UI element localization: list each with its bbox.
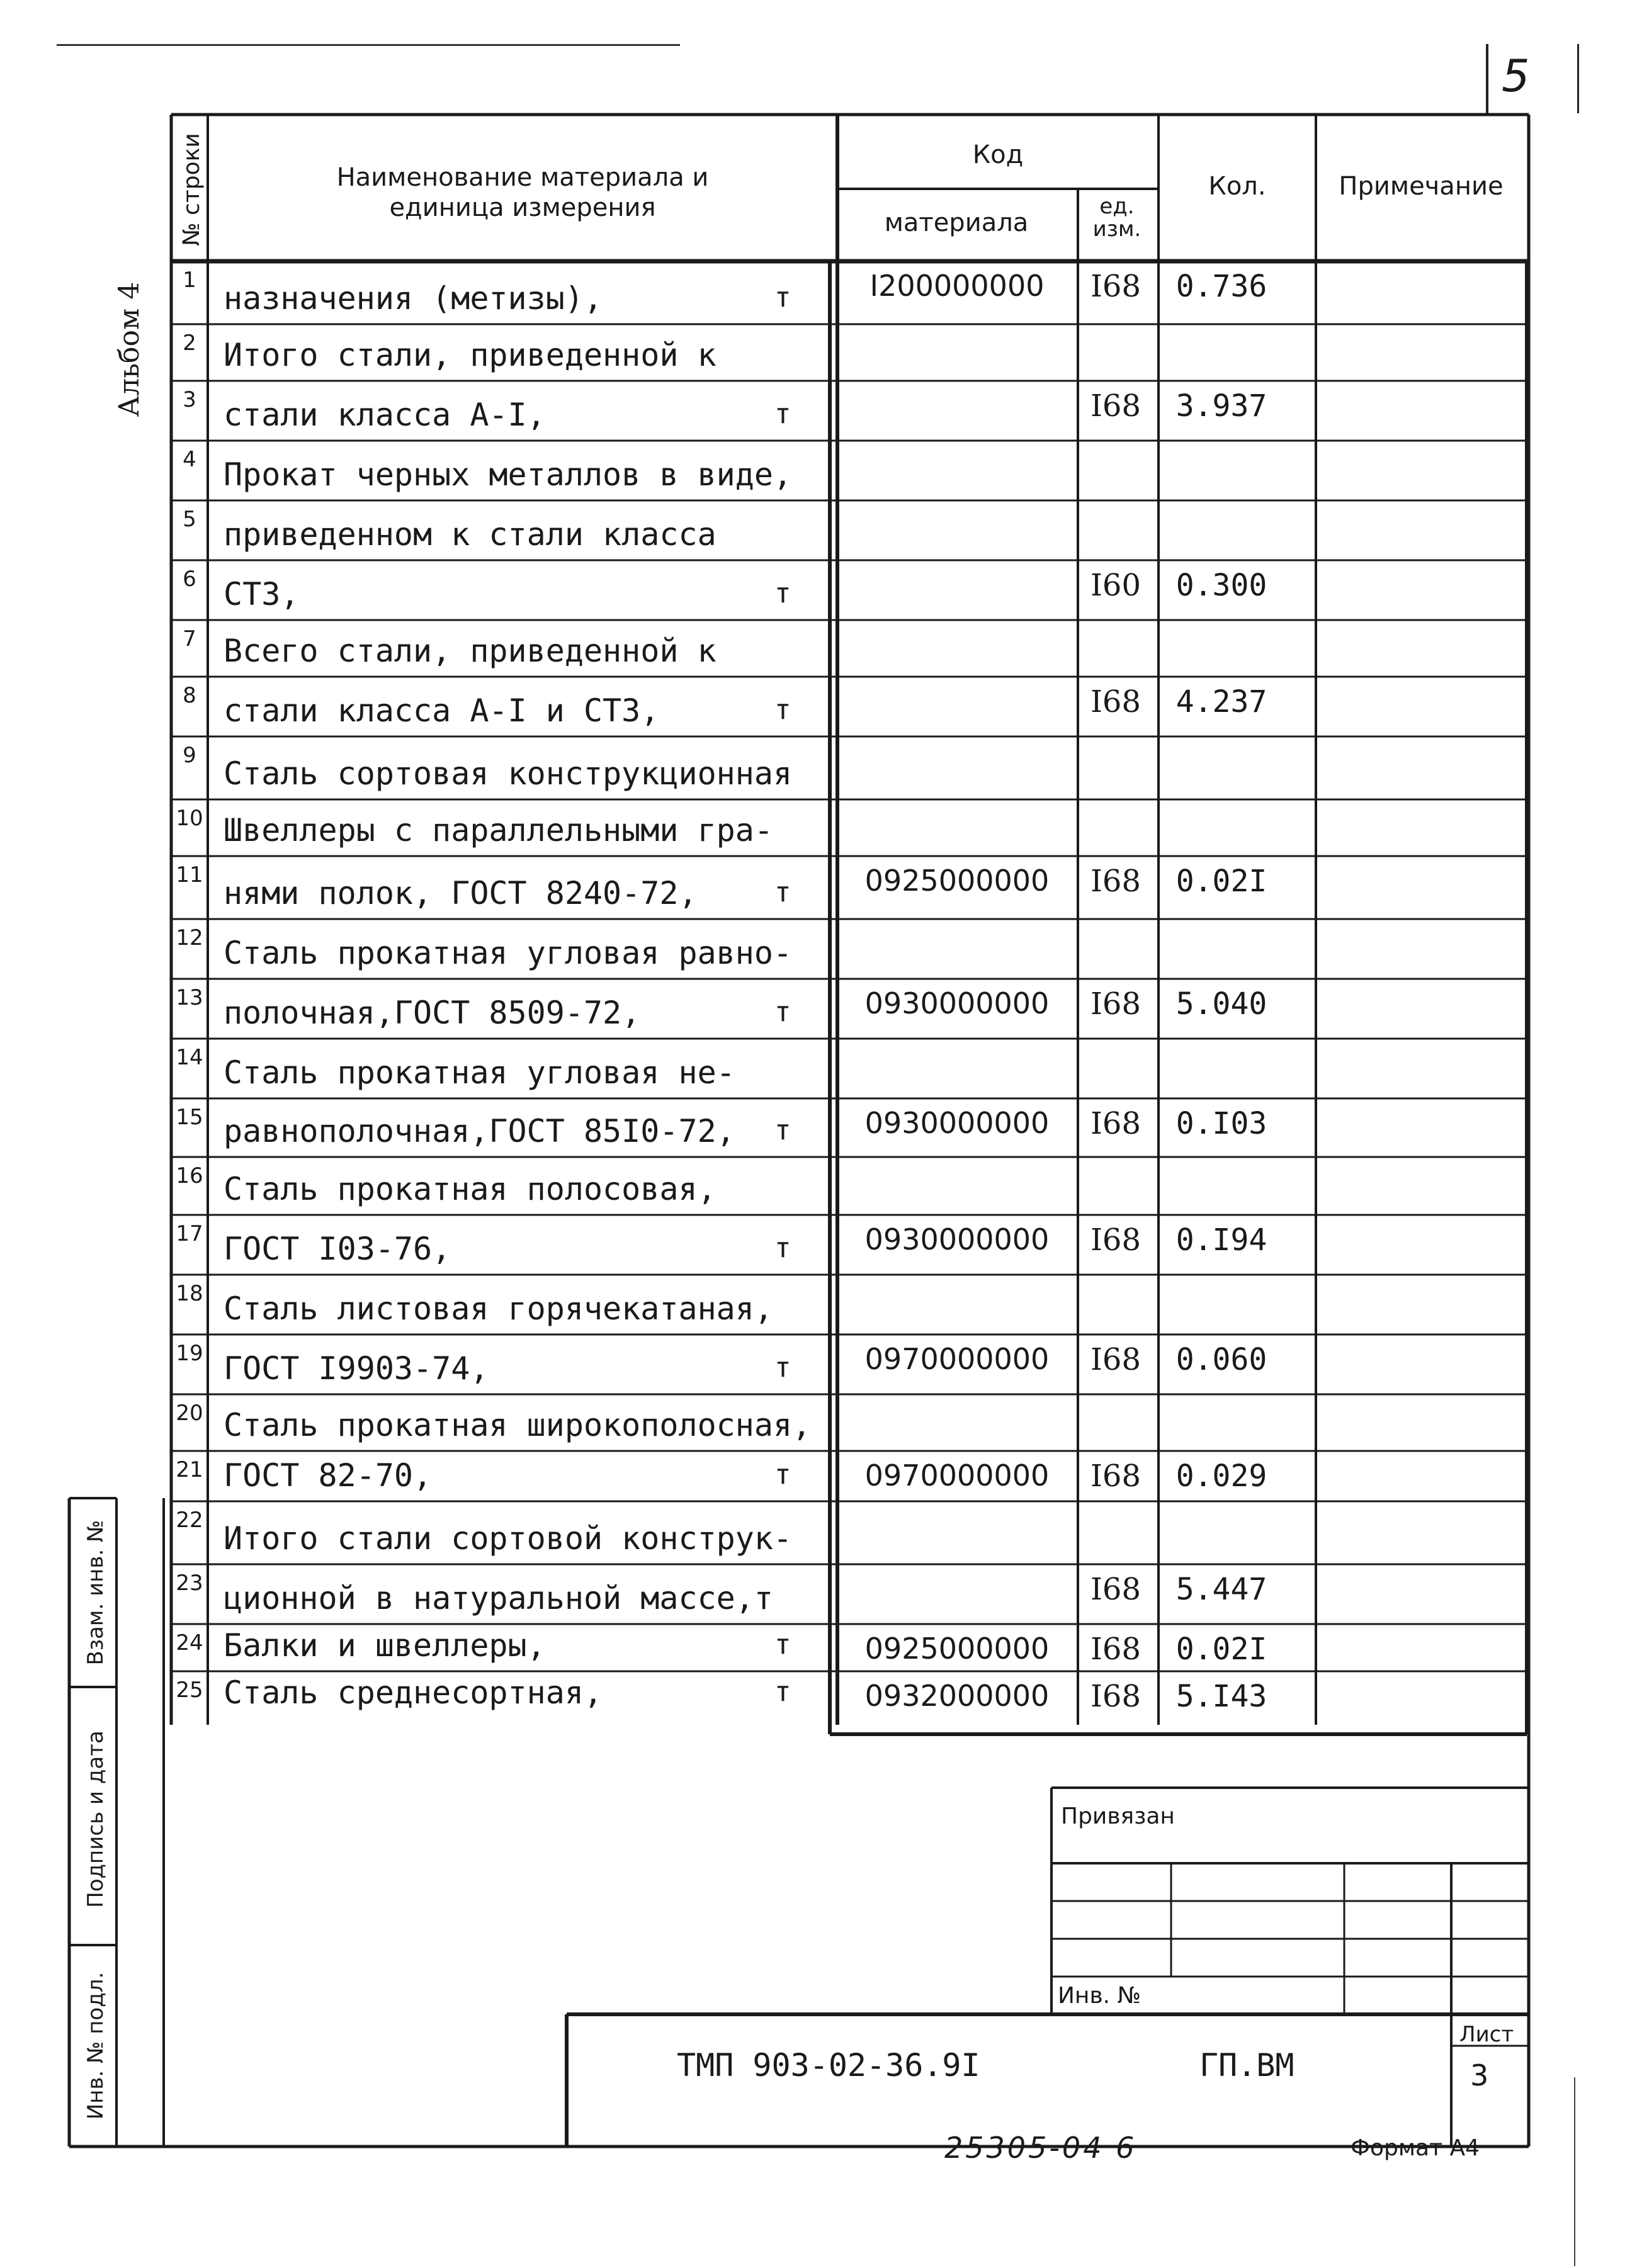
row-number: 6 bbox=[183, 567, 196, 592]
doc-code: ТМП 903-02-36.9I bbox=[677, 2047, 980, 2084]
quantity: 0.I94 bbox=[1175, 1222, 1267, 1258]
unit-suffix: т bbox=[774, 281, 791, 313]
unit-code: I68 bbox=[1090, 1106, 1141, 1141]
row-number: 18 bbox=[176, 1281, 203, 1306]
material-name: назначения (метизы), bbox=[224, 280, 603, 317]
inv-no-label: Инв. № bbox=[1058, 1983, 1141, 2009]
row-number: 22 bbox=[176, 1508, 203, 1533]
header-code-unit bbox=[1077, 195, 1157, 240]
row-number: 4 bbox=[183, 447, 196, 472]
unit-suffix: т bbox=[774, 577, 791, 609]
material-name: стали класса А-I и СТ3, bbox=[224, 692, 660, 729]
material-name: СТ3, bbox=[224, 576, 300, 612]
sheet-label: Лист bbox=[1459, 2022, 1514, 2047]
row-number: 12 bbox=[176, 925, 203, 951]
material-code: I200000000 bbox=[869, 269, 1045, 303]
row-number: 3 bbox=[183, 387, 196, 412]
row-number: 1 bbox=[183, 268, 196, 293]
material-name: Сталь листовая горячекатаная, bbox=[224, 1290, 773, 1327]
row-number: 2 bbox=[183, 330, 196, 356]
material-name: Сталь среднесортная, bbox=[224, 1674, 603, 1711]
unit-suffix: т bbox=[774, 398, 791, 430]
material-name: ционной в натуральной массе,т bbox=[224, 1580, 773, 1616]
quantity: 5.I43 bbox=[1175, 1679, 1267, 1714]
unit-suffix: т bbox=[774, 996, 791, 1028]
header-qty: Кол. bbox=[1208, 172, 1266, 201]
row-number: 11 bbox=[176, 862, 203, 888]
row-number: 15 bbox=[176, 1105, 203, 1130]
material-name: Прокат черных металлов в виде, bbox=[224, 456, 793, 493]
quantity: 0.736 bbox=[1175, 269, 1267, 304]
material-code: 0970000000 bbox=[864, 1458, 1050, 1492]
header-code-material: материала bbox=[884, 208, 1029, 237]
material-code: 0932000000 bbox=[864, 1679, 1050, 1713]
quantity: 5.040 bbox=[1175, 986, 1267, 1022]
row-number: 17 bbox=[176, 1221, 203, 1246]
unit-code: I68 bbox=[1090, 1679, 1141, 1714]
row-number: 20 bbox=[176, 1401, 203, 1426]
material-name: полочная,ГОСТ 8509-72, bbox=[224, 995, 641, 1031]
material-name: Итого стали сортовой конструк- bbox=[224, 1520, 793, 1557]
header-note: Примечание bbox=[1339, 172, 1504, 201]
row-number: 19 bbox=[176, 1341, 203, 1366]
material-code: 0930000000 bbox=[864, 986, 1050, 1020]
stamp-podpis: Подпись и дата bbox=[83, 1730, 108, 1908]
material-name: Сталь сортовая конструкционная bbox=[224, 755, 793, 792]
material-name: Сталь прокатная полосовая, bbox=[224, 1171, 717, 1207]
stamp-vzam: Взам. инв. № bbox=[83, 1520, 108, 1666]
quantity: 0.I03 bbox=[1175, 1106, 1267, 1141]
quantity: 0.300 bbox=[1175, 568, 1267, 603]
sheet-number: 3 bbox=[1470, 2058, 1489, 2092]
material-name: ГОСТ I03-76, bbox=[224, 1231, 451, 1267]
unit-suffix: т bbox=[774, 1232, 791, 1264]
unit-code: I68 bbox=[1090, 1572, 1141, 1607]
material-name: стали класса А-I, bbox=[224, 397, 546, 433]
material-code: 0930000000 bbox=[864, 1106, 1050, 1140]
unit-code: I68 bbox=[1090, 1632, 1141, 1667]
quantity: 0.029 bbox=[1175, 1458, 1267, 1494]
quantity: 0.02I bbox=[1175, 1632, 1267, 1667]
quantity: 0.060 bbox=[1175, 1342, 1267, 1377]
header-code-unit-line1: ед. bbox=[1099, 194, 1135, 219]
material-name: Сталь прокатная широкополосная, bbox=[224, 1407, 812, 1443]
material-name: нями полок, ГОСТ 8240-72, bbox=[224, 875, 698, 911]
quantity: 5.447 bbox=[1175, 1572, 1267, 1607]
unit-suffix: т bbox=[774, 1351, 791, 1384]
unit-code: I60 bbox=[1090, 568, 1141, 603]
unit-suffix: т bbox=[774, 1458, 791, 1491]
row-number: 21 bbox=[176, 1457, 203, 1482]
material-code: 0925000000 bbox=[864, 864, 1050, 898]
row-number: 9 bbox=[183, 743, 196, 768]
unit-suffix: т bbox=[774, 876, 791, 908]
footer-handwritten-number: 25305-04 6 bbox=[944, 2131, 1137, 2165]
unit-code: I68 bbox=[1090, 684, 1141, 719]
material-code: 0930000000 bbox=[864, 1222, 1050, 1256]
unit-code: I68 bbox=[1090, 388, 1141, 424]
page-number: 5 bbox=[1502, 50, 1530, 102]
unit-suffix: т bbox=[774, 1628, 791, 1661]
privyazan-label: Привязан bbox=[1061, 1803, 1175, 1829]
album-label-text: Альбом 4 bbox=[113, 281, 145, 417]
material-name: Сталь прокатная угловая не- bbox=[224, 1054, 735, 1091]
unit-code: I68 bbox=[1090, 1222, 1141, 1258]
material-name: Сталь прокатная угловая равно- bbox=[224, 935, 793, 971]
material-name: Итого стали, приведенной к bbox=[224, 337, 717, 373]
unit-code: I68 bbox=[1090, 864, 1141, 899]
material-name: ГОСТ I9903-74, bbox=[224, 1350, 489, 1387]
row-number: 10 bbox=[176, 806, 203, 831]
unit-code: I68 bbox=[1090, 986, 1141, 1022]
unit-code: I68 bbox=[1090, 1458, 1141, 1494]
unit-code: I68 bbox=[1090, 1342, 1141, 1377]
row-number: 25 bbox=[176, 1678, 203, 1703]
material-name: Всего стали, приведенной к bbox=[224, 633, 717, 669]
stamp-inv-podl: Инв. № подл. bbox=[83, 1972, 108, 2120]
quantity: 3.937 bbox=[1175, 388, 1267, 424]
row-number: 13 bbox=[176, 985, 203, 1010]
row-number: 16 bbox=[176, 1163, 203, 1188]
header-name-line1: Наименование материала и bbox=[336, 163, 709, 192]
unit-code: I68 bbox=[1090, 269, 1141, 304]
material-code: 0970000000 bbox=[864, 1342, 1050, 1376]
material-code: 0925000000 bbox=[864, 1632, 1050, 1666]
unit-suffix: т bbox=[774, 1676, 791, 1708]
header-name bbox=[214, 162, 831, 223]
header-code: Код bbox=[972, 140, 1024, 169]
quantity: 4.237 bbox=[1175, 684, 1267, 719]
unit-suffix: т bbox=[774, 694, 791, 726]
footer-format: Формат А4 bbox=[1351, 2135, 1480, 2161]
row-number: 7 bbox=[183, 626, 196, 652]
row-number: 24 bbox=[176, 1630, 203, 1656]
header-name-line2: единица измерения bbox=[389, 193, 656, 222]
material-name: равнополочная,ГОСТ 85I0-72, bbox=[224, 1113, 735, 1149]
header-row-no: № строки bbox=[179, 133, 205, 246]
doc-section: ГП.ВМ bbox=[1199, 2047, 1294, 2084]
unit-suffix: т bbox=[774, 1114, 791, 1146]
quantity: 0.02I bbox=[1175, 864, 1267, 899]
material-name: ГОСТ 82-70, bbox=[224, 1457, 433, 1494]
row-number: 8 bbox=[183, 683, 196, 708]
row-number: 5 bbox=[183, 507, 196, 532]
row-number: 23 bbox=[176, 1571, 203, 1596]
material-name: Балки и швеллеры, bbox=[224, 1627, 546, 1664]
row-number: 14 bbox=[176, 1045, 203, 1070]
header-code-unit-line2: изм. bbox=[1092, 217, 1141, 242]
material-name: приведенном к стали класса bbox=[224, 516, 717, 553]
material-name: Швеллеры с параллельными гра- bbox=[224, 812, 773, 849]
